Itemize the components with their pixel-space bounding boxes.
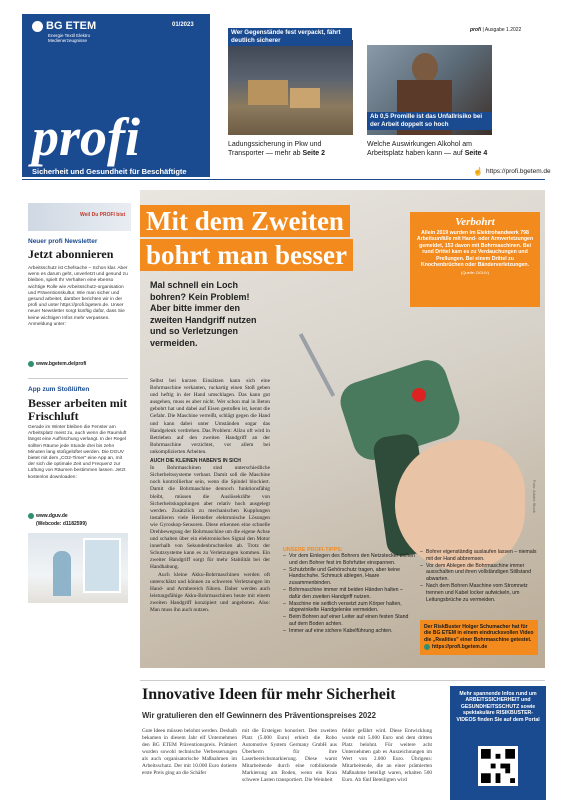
tip-item: – Beim Bohren auf einer Leiter auf einen festen Stand auf dem Boden achten. <box>283 614 415 628</box>
verbohrt-box <box>410 212 540 307</box>
globe-icon <box>424 644 430 650</box>
article-headline-2: bohrt man besser <box>140 239 353 271</box>
article-intro: Mal schnell ein Loch bohren? Kein Problem! Aber bitte immer den zweiten Handgriff nutzen und so Verletzungen vermeiden. <box>150 280 257 348</box>
newsletter-headline: Jetzt abonnieren <box>28 247 114 261</box>
sidebar-divider <box>28 378 128 379</box>
article-paragraph-1: Selbst bei kurzen Einsätzen kann sich eine Bohrmaschine verkanten, ruckartig einen Stoß geben und heftig in der Hand umschlagen. Das kann gut ausgehen, muss es aber nicht. Wer schon mal in Beton gebohrt hat und dabei auf Eisen gestoßen ist, kennt die Gefahr. Die Maschine verreißt, schlägt gegen die Hand und kann dabei unter Umständen sogar das Handgelenk verdrehen. Das Problem: Allzu oft wird in Betrieben auf den zweiten Handgriff an der Bohrmaschine verzichtet, vor allem bei unkomplizierten Arbeiten. <box>150 378 270 455</box>
magazine-title: profi <box>32 107 140 167</box>
tip-item: – Vor dem Ablegen die Bohrmaschine immer ausschalten und ihren vollständigen Stillstand abwarten. <box>420 563 540 583</box>
drill-trigger-shape <box>412 388 426 402</box>
magazine-tagline: Sicherheit und Gesundheit für Beschäftigte <box>32 167 187 176</box>
verbohrt-source: (Quelle: DGUV) <box>460 270 489 276</box>
tips-list <box>283 553 415 635</box>
teaser-text-1[interactable] <box>228 140 358 158</box>
bottom-subhead: Wir gratulieren den elf Gewinnern des Präventionspreises 2022 <box>142 711 376 720</box>
tip-item: – Schutzbrille und Gehörschutz tragen, aber keine Handschuhe. Schmuck ablegen, Haare zusammenbinden. <box>283 567 415 587</box>
promo-text: Mehr spannende Infos rund um ARBEITSSICHERHEIT und GESUNDHEITSSCHUTZ sowie spektakuläre RISIKBUSTER-VIDEOS finden Sie auf dem Portal <box>456 691 540 723</box>
window-airing-image <box>28 533 128 603</box>
person-shape <box>53 551 71 596</box>
app-label: App zum Stoßlüften <box>28 386 90 393</box>
article-headline-1: Mit dem Zweiten <box>140 205 350 237</box>
qr-code-icon[interactable] <box>478 746 518 786</box>
portal-link[interactable] <box>473 167 551 176</box>
app-link-text: www.dguv.de <box>36 513 68 519</box>
newsletter-link-text: www.bgetem.de/profi <box>36 361 87 367</box>
teaser-page-2: Seite 4 <box>464 150 488 157</box>
video-link[interactable] <box>424 644 534 650</box>
verbohrt-body: Allein 2019 wurden im Elektrohandwerk 798 Arbeitsunfälle mit Hand- oder Armverletzungen gemeldet, 153 davon mit Bohrmaschinen. Bei rund Drittel kam es zu Verdauchungen und Prellungen. Bei einem Drittel zu Knochenbrüchen oder Bänderverletzungen. <box>416 230 534 269</box>
banner-text: Weil Du PROFI bist <box>80 212 126 218</box>
article-body <box>150 378 270 614</box>
teaser-text-1-body: Ladungssicherung in Pkw und Transporter — mehr ab <box>228 141 322 157</box>
promo-box[interactable] <box>450 686 546 800</box>
verbohrt-heading: Verbohrt <box>455 216 495 228</box>
window-shape <box>83 538 121 593</box>
edition-label: Ausgabe 1.2022 <box>484 27 522 33</box>
app-headline: Besser arbeiten mit Frischluft <box>28 396 128 423</box>
photo-credit: Foto: Adobe Stock <box>532 480 537 513</box>
tip-item: – Nach dem Bohren Maschine vom Stromnetz trennen und Kabel locker aufwickeln, um Leitungsbrüche zu vermeiden. <box>420 583 540 603</box>
logo-subtitle: Energie Textil Elektro Medienerzeugnisse <box>48 33 91 43</box>
masthead <box>22 14 210 177</box>
edition-brand: profi <box>470 27 482 33</box>
newsletter-label: Neuer profi Newsletter <box>28 238 98 245</box>
newsletter-body: Arbeitsschutz ist Chefsache – Schon klar. Aber wenn es darum geht, unverletzt und gesund zu bleiben, spielt Ihr Verhalten eine ebenso wichtige Rolle wie Arbeitsschutz-organisation und Präventionskultur. Wie man sicher und gesund arbeitet, darüber berichten wir in der profi und unter https://profi.bgetem.de. Unser neuer Newsletter sorgt künftig dafür, dass Sie keine wichtigen Infos mehr verpassen. Anmeldung unter: <box>28 266 128 327</box>
app-webcode: (Webcode: d1182599) <box>36 521 87 527</box>
bg-etem-logo[interactable] <box>32 20 96 32</box>
tip-item: – Immer auf eine sichere Kabelführung achten. <box>283 628 415 635</box>
video-box[interactable] <box>420 620 538 655</box>
article-subhead: AUCH DIE KLEINEN HABEN'S IN SICH <box>150 458 241 465</box>
article-paragraph-3: Auch kleine Akku-Bohrmaschinen werden oft unterschätzt und können zu schweren Verletzungen im Hand- und Armbereich führen. Daher werden auch leistungsfähige Akku-Bohrmaschinen heute mit einem zweiten Handgriff konzipiert und angeboten. Also: Man muss ihn auch nutzen. <box>150 571 270 613</box>
edition-info: profi | Ausgabe 1.2022 <box>470 27 522 33</box>
globe-icon <box>28 361 34 367</box>
bottom-divider <box>140 680 545 681</box>
video-box-text: Der RiskBuster Holger Schumacher hat für die BG ETEM in einem eindrucksvollen Video die „Realities" einer Bohrmaschine getestet. <box>424 624 534 643</box>
portal-url: https://profi.bgetem.de <box>485 168 551 175</box>
bottom-column-3: felder gefährt wird. Diese Entwicklung wurde mit 5.000 Euro und dem dritten Platz belohnt. Für weitere acht Unternehmen gab es Auszeichnungen im Wert von 2.000 Euro. Übrigens: Mitarbeitende, die an einer prämierten Maßnahme beteiligt waren, erhalten 500 Euro. Ab fünf Beteiligten wird <box>342 728 432 783</box>
tips-list-right <box>420 549 540 603</box>
app-link[interactable] <box>28 513 68 519</box>
newsletter-link[interactable] <box>28 361 86 367</box>
newsletter-banner[interactable] <box>28 203 131 231</box>
teaser-tag-2: Ab 0,5 Promille ist das Unfallrisiko bei der Arbeit doppelt so hoch <box>367 112 492 130</box>
teaser-text-2-body: Welche Auswirkungen Alkohol am Arbeitsplatz haben kann — auf <box>367 141 472 157</box>
issue-number: 01/2023 <box>172 22 194 28</box>
logo-text: BG ETEM <box>46 20 97 32</box>
car-cargo-image <box>228 40 353 135</box>
bottom-column-2: mit die Ersteigen honoriert. Den zweiten Platz (5.000 Euro) erhielt die Robo Automotive System Germany GmbH aus Überherrn für ihre Laserbereichsmarkierung. Diese warnt Mitarbeitende durch eine rotblinkende Markierung am Boden, wenn ein Kran schwere Lasten transportiert. Die Weinheit <box>242 728 337 783</box>
teaser-tag-1: Wer Gegenstände fest verpackt, fährt deutlich sicherer <box>228 28 352 46</box>
article-paragraph-2: In Bohrmaschinen sind unterschiedliche Sicherheitssysteme verbaut. Damit soll die Maschine noch kontrollierbar sein, wenn die Spindel blockiert. Damit die Bohrmaschine dennoch funktionsfähig bleibt, müssen die Auslösekräfte von Sicherheitskupplungen aber relativ hoch ausgelegt werden. Zusätzlich zu mechanischen Kupplungen installieren viele Hersteller elektronische Lösungen wie Gyroskop-Sensoren. Diese erkennen eine schnelle Drehbewegung der Bohrmaschine um die eigene Achse und schalten über ein elektronisches Signal den Motor innerhalb von Sekundenbruchteilen ab. Trotz der Schutzsysteme kann es zu Verletzungen kommen. Ein zweiter Handgriff sorgt für mehr Stabilität bei der Handhabung. <box>150 465 270 571</box>
tips-box <box>283 547 415 635</box>
app-body: Gerade im Winter bleiben die Fenster am Arbeitsplatz meist zu, auch wenn die Raumluft längst eine Auffrischung verlangt. In der Regel sollten Räume jede Stunde drei bis zehn Minuten lang stoßgelüftet werden. Die DGUV bietet mit dem „CO2-Timer" eine App an, mit der sich die optimale Zeit und Frequenz zur Lüftung von Räumen bestimmen lassen. Jetzt kostenlos downloaden: <box>28 425 127 480</box>
qr-code-graphic <box>481 749 515 783</box>
tip-item: – Bohrmaschine immer mit beiden Händen halten – dafür den zweiten Handgriff nutzen. <box>283 587 415 601</box>
person-head-shape <box>412 53 438 83</box>
tip-item: – Maschine nie seitlich versetzt zum Körper halten, abgewinkelte Handgelenke vermeiden. <box>283 601 415 615</box>
box-shape <box>290 88 320 108</box>
header-rule <box>22 179 545 180</box>
bottom-column-1: Gute Ideen müssen belohnt werden. Deshalb bekamen in diesem Jahr elf Unternehmen den BG ETEM Präventionspreis. Prämiert wurden sowohl technische Verbesserungen als auch organisatorische Maßnahmen im Arbeitsschutz. Der mit 10.000 Euro dotierte erste Preis ging an die Schäfer <box>142 728 237 776</box>
drill-bit-shape <box>299 333 335 397</box>
teaser-page-1: Seite 2 <box>302 150 326 157</box>
bottom-headline: Innovative Ideen für mehr Sicherheit <box>142 686 396 703</box>
box-shape <box>248 80 288 105</box>
tip-item: – Vor dem Einlegen des Bohrers den Netzstecker ziehen und den Bohrer fest im Bohrfutter einspannen. <box>283 553 415 567</box>
tips-heading: UNSERE PROFI-TIPPS: <box>283 547 343 553</box>
cursor-icon: ☝ <box>473 167 483 176</box>
globe-icon <box>28 513 34 519</box>
video-link-text: https://profi.bgetem.de <box>432 644 488 651</box>
teaser-text-2[interactable] <box>367 140 502 158</box>
tips-box-right <box>420 549 540 603</box>
bg-etem-logo-icon <box>32 21 43 32</box>
tip-item: – Bohrer eigenständig auslaufen lassen – niemals mit der Hand abbremsen. <box>420 549 540 563</box>
